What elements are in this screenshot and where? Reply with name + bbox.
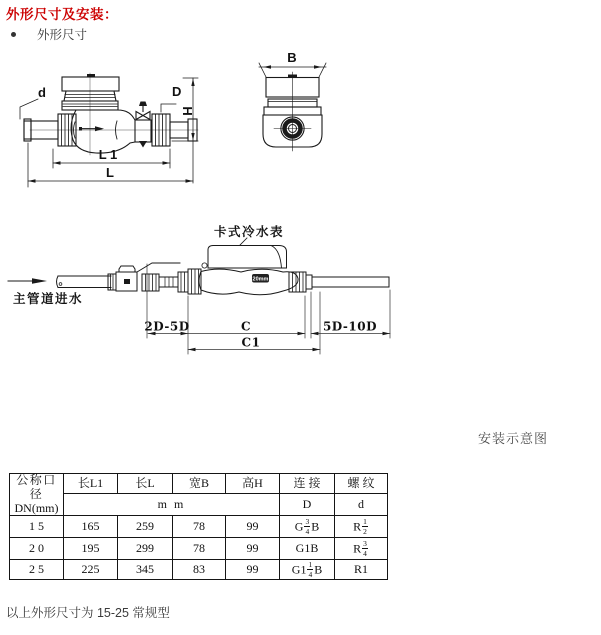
cell-dn: 1 5 bbox=[10, 516, 64, 538]
cell-l: 299 bbox=[118, 538, 173, 560]
header-height-h: 高H bbox=[226, 474, 280, 494]
header-connection: 连 接 bbox=[280, 474, 335, 494]
header-length-l1: 长L1 bbox=[64, 474, 118, 494]
inlet-label: 主管道进水 bbox=[13, 292, 84, 306]
cell-b: 78 bbox=[173, 538, 226, 560]
valve-handle bbox=[119, 266, 135, 272]
dim-label-d: d bbox=[38, 85, 46, 100]
dimension-table bbox=[9, 473, 388, 580]
header-length-l: 长L bbox=[118, 474, 173, 494]
dim-label-downstream: 5D-10D bbox=[322, 319, 378, 334]
header-width-b: 宽B bbox=[173, 474, 226, 494]
bullet-item bbox=[11, 25, 87, 43]
cell-thread-d: R $\frac{3}{4}$ bbox=[335, 538, 388, 560]
upstream-fittings bbox=[142, 269, 201, 294]
dim-label-meter: C bbox=[240, 319, 252, 334]
table-row-dn15 bbox=[10, 516, 388, 538]
cell-thread-d: R1 bbox=[335, 560, 388, 580]
cell-thread-D: G1 $\frac{1}{4}$ B bbox=[280, 560, 335, 580]
cell-thread-D: G $\frac{3}{4}$ B bbox=[280, 516, 335, 538]
water-meter bbox=[199, 246, 298, 295]
outlet-pipe bbox=[312, 277, 389, 287]
cell-dn: 2 5 bbox=[10, 560, 64, 580]
cell-thread-d: R $\frac{1}{2}$ bbox=[335, 516, 388, 538]
dim-label-H: H bbox=[180, 106, 195, 116]
flow-arrow-icon bbox=[95, 126, 104, 131]
cell-l1: 225 bbox=[64, 560, 118, 580]
meter-dial-text: 20mm bbox=[252, 276, 269, 283]
cell-thread-D: G1B bbox=[280, 538, 335, 560]
cell-dn: 2 0 bbox=[10, 538, 64, 560]
bullet-icon bbox=[11, 32, 16, 37]
table-header-row-2 bbox=[10, 494, 388, 516]
dim-label-D: D bbox=[172, 84, 182, 99]
cell-h: 99 bbox=[226, 560, 280, 580]
inlet-pipe bbox=[57, 276, 112, 288]
cell-b: 83 bbox=[173, 560, 226, 580]
bullet-label: 外形尺寸 bbox=[37, 28, 88, 42]
installation-drawing bbox=[0, 214, 420, 366]
cell-l1: 195 bbox=[64, 538, 118, 560]
dim-label-L1: L 1 bbox=[98, 147, 118, 162]
downstream-fittings bbox=[289, 272, 389, 292]
installation-caption: 安装示意图 bbox=[478, 431, 549, 446]
flow-arrow-icon bbox=[32, 278, 47, 283]
footer-note: 以上外形尺寸为 15-25 常规型 bbox=[6, 606, 170, 620]
header-sub-d: d bbox=[335, 494, 388, 516]
register-head bbox=[62, 74, 119, 110]
cell-l: 259 bbox=[118, 516, 173, 538]
cell-h: 99 bbox=[226, 538, 280, 560]
page-heading: 外形尺寸及安装： bbox=[6, 7, 118, 22]
header-unit-mm: m m bbox=[64, 494, 280, 516]
table-row-dn20 bbox=[10, 538, 388, 560]
table-row-dn25 bbox=[10, 560, 388, 580]
dim-label-overall: C1 bbox=[241, 335, 261, 350]
cell-h: 99 bbox=[226, 516, 280, 538]
flow-direction bbox=[8, 278, 47, 283]
cell-l: 345 bbox=[118, 560, 173, 580]
dim-label-B: B bbox=[287, 50, 297, 65]
header-thread: 螺 纹 bbox=[335, 474, 388, 494]
meter-label: 卡式冷水表 bbox=[214, 225, 285, 239]
header-dn-unit: DN(mm) bbox=[14, 500, 59, 515]
header-sub-D: D bbox=[280, 494, 335, 516]
outline-dimension-drawing bbox=[0, 48, 400, 213]
dim-label-L: L bbox=[106, 165, 114, 180]
check-valve bbox=[135, 102, 151, 148]
table-header-row-1 bbox=[10, 474, 388, 494]
cell-l1: 165 bbox=[64, 516, 118, 538]
header-dn bbox=[10, 474, 64, 516]
seal-icon bbox=[202, 263, 207, 268]
header-dn-title: 公称口径 bbox=[16, 473, 57, 501]
front-view bbox=[259, 63, 326, 151]
dim-label-upstream: 2D-5D bbox=[144, 319, 190, 334]
cell-b: 78 bbox=[173, 516, 226, 538]
